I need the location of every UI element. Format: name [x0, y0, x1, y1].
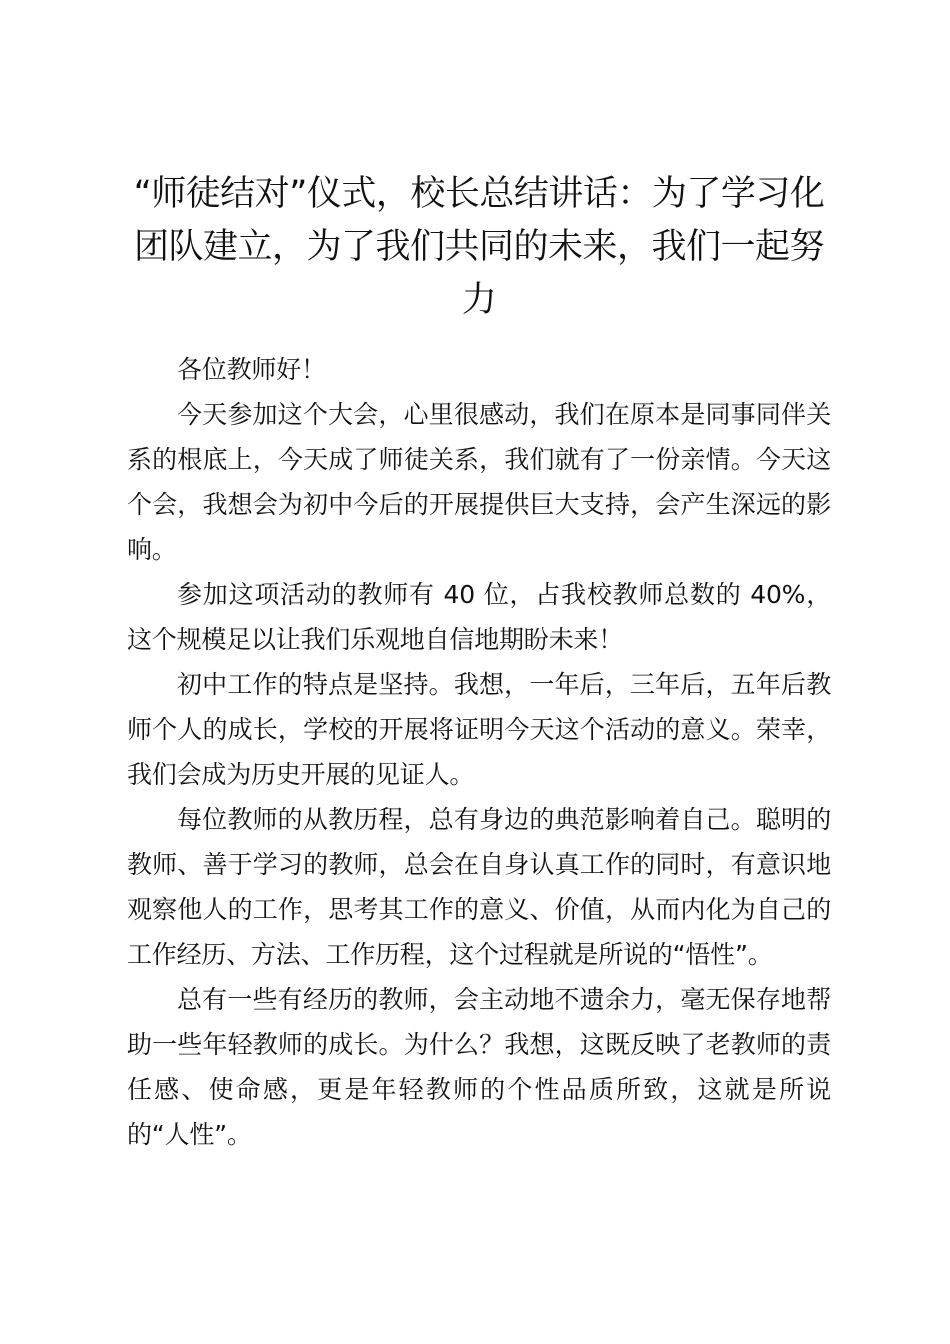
paragraph-3: 初中工作的特点是坚持。我想，一年后，三年后，五年后教师个人的成长，学校的开展将证明今天这个活动的意义。荣幸，我们会成为历史开展的见证人。	[127, 670, 831, 789]
paragraph-2: 参加这项活动的教师有 40 位，占我校教师总数的 40%，这个规模足以让我们乐观地自信地期盼未来！	[127, 580, 831, 654]
paragraph-5: 总有一些有经历的教师，会主动地不遗余力，毫无保存地帮助一些年轻教师的成长。为什么？我想，这既反映了老教师的责任感、使命感，更是年轻教师的个性品质所致，这就是所说的“人性”。	[127, 985, 831, 1149]
paragraph-4: 每位教师的从教历程，总有身边的典范影响着自己。聪明的教师、善于学习的教师，总会在自身认真工作的同时，有意识地观察他人的工作，思考其工作的意义、价值，从而内化为自己的工作经历、方法、工作历程，这个过程就是所说的“悟性”。	[127, 805, 831, 969]
document-title: “师徒结对”仪式，校长总结讲话：为了学习化团队建立，为了我们共同的未来，我们一起努力	[133, 174, 825, 320]
paragraph-greeting: 各位教师好！	[177, 355, 326, 384]
document-page	[127, 168, 831, 1157]
paragraph-1: 今天参加这个大会，心里很感动，我们在原本是同事同伴关系的根底上，今天成了师徒关系，我们就有了一份亲情。今天这个会，我想会为初中今后的开展提供巨大支持，会产生深远的影响。	[127, 400, 831, 564]
